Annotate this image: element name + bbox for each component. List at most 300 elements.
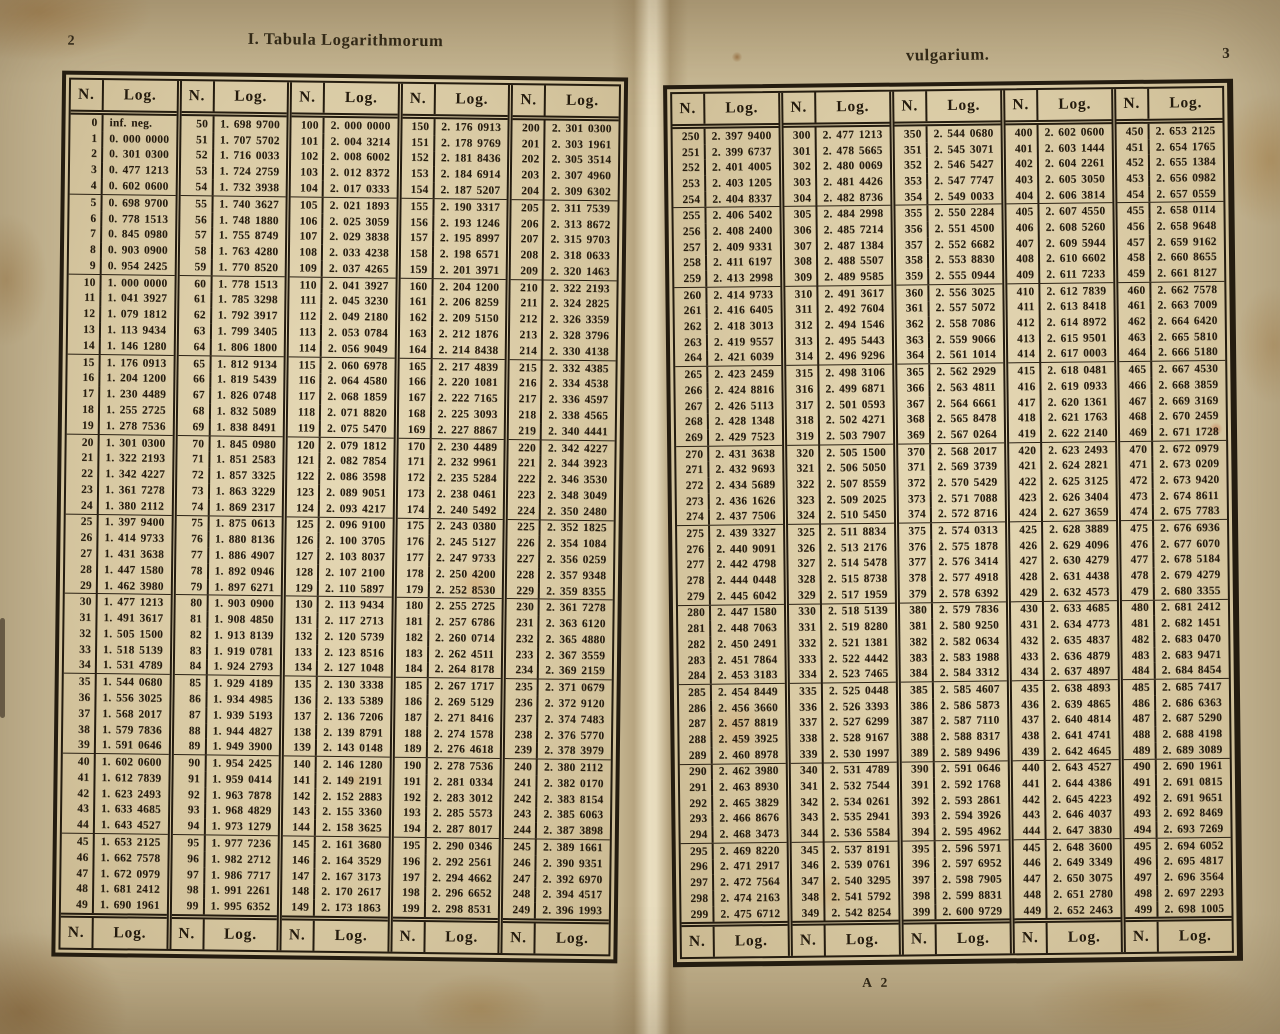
log-value: 2. 324 2825 [549, 298, 610, 311]
log-value: 2. 206 8259 [439, 296, 500, 310]
table-row [290, 245, 396, 262]
table-row [1121, 536, 1227, 553]
n-value: 99 [171, 898, 204, 914]
n-value: 176 [397, 534, 430, 550]
column-body [503, 120, 618, 919]
table-row [286, 613, 392, 630]
log-column-label: Log. [1067, 928, 1101, 946]
n-value: 13 [68, 322, 101, 338]
n-value: 346 [792, 858, 825, 874]
table-row [1121, 488, 1227, 505]
n-value: 211 [511, 296, 544, 312]
n-value: 203 [512, 167, 545, 183]
table-row [401, 230, 507, 247]
log-value: 2. 406 5402 [712, 209, 773, 222]
n-value: 447 [1014, 871, 1047, 887]
log-value: 2. 409 9331 [712, 240, 773, 254]
n-column-label: N. [71, 80, 104, 110]
table-row [178, 403, 284, 420]
n-value: 487 [1123, 711, 1156, 727]
n-column-label: N. [60, 918, 93, 948]
log-value: 2. 372 9120 [544, 697, 605, 711]
table-row [899, 506, 1005, 524]
log-value: 1. 724 2759 [219, 165, 280, 179]
n-value: 287 [679, 716, 712, 732]
log-value: 2. 382 0170 [543, 777, 604, 791]
table-row [673, 144, 779, 161]
n-value: 310 [785, 286, 818, 302]
n-value: 277 [677, 557, 710, 573]
log-column-label: Log. [113, 924, 147, 942]
table-row [898, 426, 1004, 444]
n-value: 246 [504, 855, 537, 871]
n-value: 482 [1122, 632, 1155, 648]
column-pair [277, 82, 398, 951]
n-value: 333 [789, 651, 822, 667]
n-value: 370 [898, 444, 931, 460]
log-value: 2. 037 4265 [328, 262, 389, 276]
n-value: 21 [66, 450, 99, 466]
column-header-row [783, 92, 889, 128]
log-value: 2. 605 3050 [1045, 173, 1106, 186]
n-value: 251 [673, 144, 706, 160]
log-value: 1. 000 0000 [107, 276, 168, 290]
table-row [784, 127, 890, 144]
n-value: 428 [1011, 569, 1044, 585]
n-value: 299 [681, 906, 714, 922]
n-value: 52 [181, 148, 214, 164]
log-value: 1. 579 7836 [102, 723, 163, 737]
log-value: 2. 484 2998 [823, 208, 884, 221]
log-value: 2. 621 1763 [1047, 411, 1108, 425]
n-value: 216 [510, 376, 543, 392]
n-value: 435 [1012, 681, 1045, 697]
column-header-row [181, 81, 287, 117]
log-value: 1. 397 9400 [104, 516, 165, 530]
n-value: 83 [175, 643, 208, 659]
table-row [1122, 583, 1228, 601]
table-row [784, 174, 890, 191]
log-value: 2. 677 6070 [1160, 537, 1221, 551]
table-row [177, 467, 283, 484]
table-row [1122, 631, 1228, 648]
log-value: 1. 278 7536 [105, 419, 166, 433]
table-row [1117, 139, 1223, 156]
table-row [396, 598, 502, 615]
log-value: 2. 220 1081 [438, 376, 499, 390]
log-value: 1. 301 0300 [105, 436, 166, 450]
table-row [903, 872, 1009, 889]
n-value: 491 [1124, 775, 1157, 791]
log-value: 2. 570 5429 [937, 476, 998, 490]
n-value: 472 [1120, 473, 1153, 489]
log-value: 2. 507 8559 [826, 477, 887, 491]
table-row [67, 418, 173, 436]
n-value: 124 [287, 500, 320, 516]
column-header-row [513, 85, 619, 121]
log-value: 2. 445 6042 [716, 589, 777, 603]
log-value: 2. 468 3473 [719, 828, 780, 841]
log-value: 2. 530 1997 [829, 747, 890, 761]
log-value: 1. 591 0646 [101, 739, 162, 753]
table-row [791, 825, 897, 843]
log-value: 1. 763 4280 [218, 245, 279, 259]
n-value: 50 [181, 116, 214, 132]
log-table-right [663, 79, 1243, 967]
log-value: 2. 252 8530 [435, 583, 496, 597]
table-row [1008, 378, 1114, 395]
log-value: 1. 462 3980 [103, 579, 164, 593]
table-row [675, 382, 781, 399]
table-row [791, 809, 897, 826]
log-value: 2. 255 2725 [435, 600, 496, 614]
log-value: 2. 413 2998 [713, 272, 774, 285]
n-value: 362 [897, 317, 930, 333]
n-value: 369 [898, 427, 931, 443]
table-row [1014, 855, 1120, 872]
log-value: 1. 959 0414 [212, 773, 273, 787]
log-value: 2. 240 5492 [436, 503, 497, 517]
n-value: 358 [896, 253, 929, 269]
table-row [61, 865, 167, 882]
n-value: 74 [176, 499, 209, 515]
log-value: 2. 369 2159 [545, 664, 606, 678]
table-row [179, 243, 285, 260]
column-body [895, 125, 1010, 919]
log-value: 2. 127 1048 [323, 662, 384, 676]
n-value: 95 [172, 835, 205, 851]
log-column-label: Log. [956, 929, 990, 947]
log-value: 2. 696 3564 [1164, 871, 1224, 884]
n-value: 67 [178, 387, 211, 403]
log-value: 2. 290 0346 [432, 840, 493, 853]
table-row [1125, 869, 1231, 886]
log-column-label: Log. [725, 99, 759, 117]
log-value: 2. 673 9420 [1159, 473, 1220, 487]
table-row [287, 484, 393, 501]
log-value: 2. 096 9100 [325, 519, 386, 532]
table-row [673, 159, 779, 176]
table-row [676, 446, 782, 463]
table-row [286, 548, 392, 565]
n-value: 470 [1120, 441, 1153, 457]
log-value: 2. 298 8531 [431, 903, 492, 917]
log-value: 2. 257 6786 [435, 616, 496, 630]
n-value: 111 [289, 293, 322, 309]
table-row [1007, 251, 1113, 268]
table-row [786, 333, 892, 350]
log-value: 2. 488 5507 [823, 255, 884, 268]
table-row [400, 310, 506, 327]
table-row [1013, 775, 1119, 792]
n-value: 273 [677, 494, 710, 510]
table-row [788, 524, 894, 541]
n-value: 206 [512, 216, 545, 232]
n-value: 443 [1013, 808, 1046, 824]
table-row [1120, 408, 1226, 425]
table-row [503, 887, 609, 904]
table-row [1117, 154, 1223, 171]
table-row [1009, 425, 1115, 443]
log-value: 2. 589 9496 [940, 746, 1001, 759]
table-row [65, 562, 171, 579]
n-value: 22 [66, 466, 99, 482]
n-value: 38 [63, 721, 96, 737]
log-value: 2. 403 1205 [712, 176, 773, 190]
log-value: 2. 662 7578 [1157, 283, 1218, 297]
n-value: 189 [395, 741, 428, 757]
table-row [513, 120, 619, 137]
log-value: 2. 232 9961 [437, 456, 498, 470]
n-value: 271 [676, 462, 709, 478]
table-row [679, 684, 785, 701]
n-value: 461 [1118, 298, 1151, 314]
log-value: 1. 518 5139 [103, 643, 164, 657]
table-row [792, 873, 898, 890]
table-row [1123, 726, 1229, 743]
n-value: 37 [63, 706, 96, 722]
table-row [902, 808, 1008, 825]
n-value: 348 [792, 889, 825, 905]
n-value: 77 [176, 547, 209, 563]
n-value: 376 [899, 539, 932, 555]
log-value: 1. 863 3229 [215, 485, 276, 499]
n-value: 155 [401, 199, 434, 215]
table-row [66, 482, 172, 499]
column-header-row [1116, 88, 1222, 124]
table-row [678, 605, 784, 622]
log-value: 2. 624 2821 [1048, 459, 1109, 473]
table-row [512, 200, 618, 217]
table-row [675, 350, 781, 368]
table-row [674, 270, 780, 288]
n-value: 53 [180, 163, 213, 179]
table-row [1006, 204, 1112, 221]
log-value: 1. 431 3638 [104, 548, 165, 561]
log-value: 2. 537 8191 [830, 843, 891, 857]
table-row [504, 855, 610, 872]
table-row [288, 437, 394, 454]
n-value: 425 [1010, 522, 1043, 538]
table-row [681, 890, 787, 907]
log-value: 1. 845 0980 [216, 437, 277, 451]
n-value: 12 [68, 306, 101, 322]
n-column-label: N. [392, 922, 425, 952]
table-row [1007, 283, 1113, 300]
log-column-label: Log. [947, 96, 981, 115]
log-value: 2. 000 0000 [330, 119, 391, 133]
n-value: 466 [1119, 378, 1152, 394]
log-value: 2. 623 2493 [1048, 443, 1109, 457]
table-row [1120, 441, 1226, 458]
column-header-row [1005, 89, 1111, 125]
n-value: 398 [903, 888, 936, 904]
log-value: 2. 578 6392 [938, 587, 999, 600]
table-row [1122, 600, 1228, 617]
table-row [786, 381, 892, 398]
log-value: 2. 328 3796 [549, 329, 610, 343]
n-value: 42 [62, 785, 95, 801]
log-value: 2. 667 4530 [1158, 363, 1219, 376]
column-header-row [71, 80, 177, 116]
n-value: 380 [900, 603, 933, 619]
log-value: 1. 934 4985 [213, 693, 274, 707]
log-value: 2. 371 0679 [544, 681, 605, 695]
log-column-label: Log. [1058, 95, 1092, 113]
n-value: 352 [895, 158, 928, 174]
n-value: 335 [790, 684, 823, 700]
table-row [677, 525, 783, 542]
log-value: 2. 444 0448 [716, 574, 777, 587]
table-row [394, 821, 500, 839]
n-value: 61 [179, 292, 212, 308]
n-column-label: N. [1015, 923, 1048, 953]
table-row [901, 665, 1007, 683]
n-value: 427 [1010, 554, 1043, 570]
n-value: 86 [174, 691, 207, 707]
n-value: 90 [173, 755, 206, 771]
log-value: 2. 660 8655 [1156, 251, 1217, 265]
log-value: 2. 551 4500 [934, 222, 995, 236]
n-value: 495 [1125, 839, 1158, 855]
column-pair [387, 84, 508, 953]
table-row [1121, 551, 1227, 568]
table-row [67, 386, 173, 403]
table-row [289, 309, 395, 326]
table-row [900, 633, 1006, 650]
table-row [1009, 394, 1115, 411]
log-value: 2. 664 6420 [1157, 315, 1218, 328]
log-value: 2. 387 3898 [543, 824, 604, 838]
log-value: 2. 283 3012 [433, 791, 494, 805]
log-table-right-columns [670, 86, 1234, 959]
n-value: 265 [675, 367, 708, 383]
table-row [679, 667, 785, 685]
table-row [902, 744, 1008, 762]
n-value: 285 [679, 685, 712, 701]
log-value: 2. 049 2180 [328, 311, 389, 324]
n-value: 337 [790, 715, 823, 731]
table-row [172, 851, 278, 868]
n-value: 475 [1121, 521, 1154, 537]
n-value: 274 [677, 509, 710, 525]
log-value: 2. 690 1961 [1162, 760, 1223, 773]
log-value: 2. 243 0380 [436, 520, 497, 534]
log-value: 2. 414 9733 [713, 288, 774, 302]
n-value: 80 [175, 595, 208, 611]
n-value: 476 [1121, 537, 1154, 553]
n-value: 396 [903, 857, 936, 873]
n-value: 256 [674, 224, 707, 240]
n-value: 198 [393, 885, 426, 901]
table-row [61, 897, 167, 914]
table-row [900, 602, 1006, 619]
log-value: 2. 517 1959 [827, 588, 888, 602]
log-value: 1. 342 4227 [105, 468, 166, 481]
log-value: 1. 204 1200 [106, 372, 167, 386]
n-value: 293 [680, 811, 713, 827]
log-value: 1. 949 3900 [212, 740, 273, 754]
log-value: 1. 886 4907 [214, 549, 275, 563]
log-column-label: Log. [555, 929, 589, 948]
n-value: 272 [677, 478, 710, 494]
log-value: 1. 851 2583 [215, 453, 276, 467]
table-row [676, 461, 782, 478]
log-value: 2. 641 4741 [1051, 729, 1112, 742]
table-row [286, 580, 392, 598]
n-value: 101 [291, 133, 324, 149]
log-value: 2. 588 8317 [940, 730, 1001, 744]
table-row [505, 743, 611, 761]
log-value: 2. 447 1580 [716, 606, 777, 620]
table-row [285, 660, 391, 678]
table-row [791, 778, 897, 795]
n-value: 92 [173, 787, 206, 803]
n-value: 142 [283, 788, 316, 804]
table-row [677, 556, 783, 573]
log-value: 2. 645 4223 [1052, 792, 1113, 806]
table-row [1119, 329, 1225, 346]
log-value: 2. 004 3214 [330, 135, 391, 149]
log-value: 2. 276 4618 [433, 743, 494, 757]
table-row [506, 711, 612, 728]
log-value: 2. 079 1812 [326, 439, 387, 453]
n-value: 401 [1006, 141, 1039, 157]
table-row [1007, 235, 1113, 252]
table-row [902, 777, 1008, 794]
log-value: 2. 694 6052 [1163, 839, 1224, 853]
table-row [897, 316, 1003, 333]
n-value: 84 [174, 659, 207, 675]
n-value: 375 [899, 523, 932, 539]
log-value: 2. 475 6712 [720, 907, 781, 921]
log-value: 2. 238 0461 [436, 488, 497, 501]
log-value: 2. 620 1361 [1047, 395, 1108, 409]
log-value: 2. 068 1859 [327, 391, 388, 404]
log-value: 2. 482 8736 [823, 191, 884, 205]
n-value: 148 [282, 884, 315, 900]
log-value: 2. 086 3598 [326, 470, 387, 484]
n-value: 127 [286, 548, 319, 564]
n-column-label: N. [682, 927, 715, 957]
table-row [63, 721, 169, 738]
n-value: 197 [393, 869, 426, 885]
n-value: 241 [505, 775, 538, 791]
log-value: 2. 264 8178 [434, 663, 495, 677]
table-row [396, 661, 502, 679]
n-value: 112 [289, 309, 322, 325]
table-row [508, 487, 614, 504]
n-value: 278 [678, 573, 711, 589]
n-value: 460 [1118, 283, 1151, 299]
table-row [65, 577, 171, 595]
table-row [791, 762, 897, 779]
log-value: 1. 544 0680 [102, 676, 163, 690]
log-value: 1. 707 5702 [219, 134, 280, 147]
n-value: 8 [69, 242, 102, 258]
log-value: 2. 170 2617 [321, 886, 382, 899]
log-value: 2. 656 0982 [1156, 171, 1217, 185]
n-value: 29 [65, 577, 98, 593]
log-value: 2. 374 7483 [544, 713, 605, 727]
n-value: 140 [284, 757, 317, 773]
n-value: 71 [177, 451, 210, 467]
log-value: 2. 501 0593 [825, 398, 886, 411]
log-column-label: Log. [455, 90, 489, 108]
log-value: 2. 666 5180 [1158, 346, 1219, 360]
log-value: 2. 553 8830 [934, 253, 995, 267]
log-value: 2. 572 8716 [937, 507, 998, 521]
